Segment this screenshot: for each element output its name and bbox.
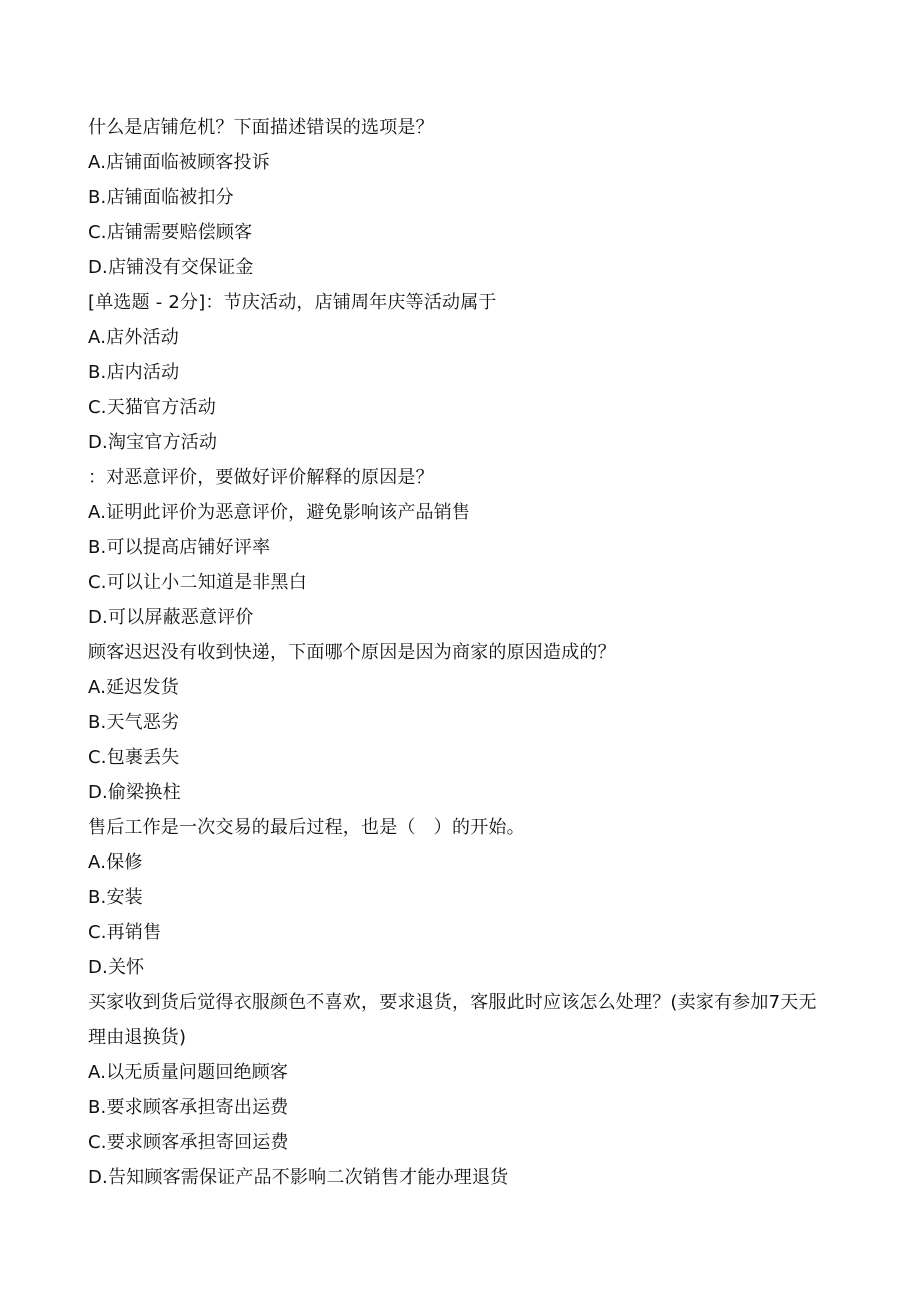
option-c: C.包裹丢失 <box>88 747 180 768</box>
question-block <box>88 110 828 285</box>
option-a: A.证明此评价为恶意评价，避免影响该产品销售 <box>88 502 471 523</box>
question-text: ：对恶意评价，要做好评价解释的原因是？ <box>88 467 434 488</box>
option-a: A.店外活动 <box>88 327 179 348</box>
option-b: B.天气恶劣 <box>88 712 180 733</box>
option-c: C.可以让小二知道是非黑白 <box>88 572 307 593</box>
option-a: A.店铺面临被顾客投诉 <box>88 152 270 173</box>
option-b: B.店内活动 <box>88 362 180 383</box>
question-list <box>88 110 828 1195</box>
question-block <box>88 635 828 810</box>
option-d: D.淘宝官方活动 <box>88 432 218 453</box>
option-d: D.关怀 <box>88 957 145 978</box>
option-c: C.店铺需要赔偿顾客 <box>88 222 253 243</box>
option-a: A.延迟发货 <box>88 677 179 698</box>
question-text: [单选题 - 2分]：节庆活动，店铺周年庆等活动属于 <box>88 292 497 313</box>
question-block <box>88 460 828 635</box>
option-d: D.告知顾客需保证产品不影响二次销售才能办理退货 <box>88 1167 509 1188</box>
question-text: 顾客迟迟没有收到快递，下面哪个原因是因为商家的原因造成的？ <box>88 642 616 663</box>
option-d: D.偷梁换柱 <box>88 782 181 803</box>
question-text: 售后工作是一次交易的最后过程，也是（ ）的开始。 <box>88 817 525 838</box>
question-text: 买家收到货后觉得衣服颜色不喜欢，要求退货，客服此时应该怎么处理？(卖家有参加7天无理由退换货) <box>88 992 817 1048</box>
option-b: B.要求顾客承担寄出运费 <box>88 1097 289 1118</box>
question-block <box>88 985 828 1195</box>
option-a: A.保修 <box>88 852 143 873</box>
option-c: C.要求顾客承担寄回运费 <box>88 1132 289 1153</box>
option-c: C.再销售 <box>88 922 162 943</box>
option-d: D.店铺没有交保证金 <box>88 257 254 278</box>
question-text: 什么是店铺危机？下面描述错误的选项是？ <box>88 117 434 138</box>
question-block <box>88 810 828 985</box>
option-a: A.以无质量问题回绝顾客 <box>88 1062 289 1083</box>
question-block <box>88 285 828 460</box>
option-b: B.店铺面临被扣分 <box>88 187 234 208</box>
option-b: B.可以提高店铺好评率 <box>88 537 271 558</box>
option-c: C.天猫官方活动 <box>88 397 216 418</box>
option-d: D.可以屏蔽恶意评价 <box>88 607 254 628</box>
option-b: B.安装 <box>88 887 143 908</box>
